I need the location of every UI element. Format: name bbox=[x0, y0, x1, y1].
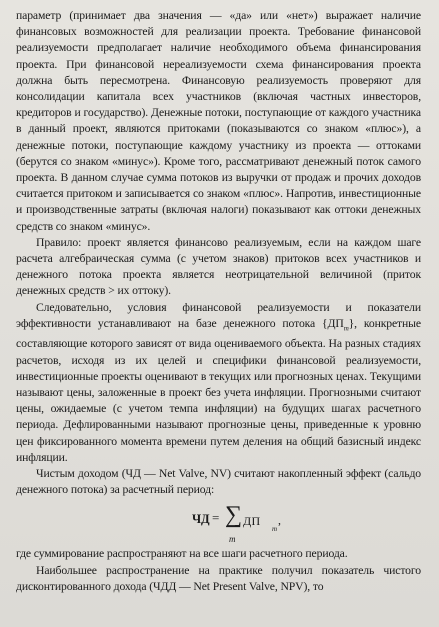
formula-equals: = bbox=[212, 510, 220, 526]
paragraph-conditions-text-b: }, конкретные составляющие которого зависят от вида оцениваемого объекта. На разных стадиях расчетов, исходя из их целей и специфики финансовой реализуемости, инвестиционные проекты оценивают в текущих или прогнозных ценах. Текущими называют цены, заложенные в проект без учета инфляции. Прогнозными считают цены, ожидаемые (с учетом темпа инфляции) на будущих шагах расчетного периода. Дефлированными называют прогнозные цены, приведенные к уровню цен фиксированного момента времени путем деления на общий базисный индекс инфляции. bbox=[16, 316, 421, 464]
paragraph-rule: Правило: проект является финансово реализуемым, если на каждом шаге расчета алгебраическая сумма (с учетом знаков) притоков всех участников и денежного потока проекта является неотрицательной величиной (приток денежных средств > их оттоку). bbox=[16, 235, 421, 298]
paragraph-npv: Наибольшее распространение на практике получил показатель чистого дисконтированного дохода (ЧДД — Net Present Valve, NPV), то bbox=[16, 563, 421, 593]
formula-sum-symbol: ∑ bbox=[225, 502, 242, 529]
net-income-formula bbox=[16, 499, 421, 545]
cash-flow-subscript: m bbox=[343, 324, 349, 333]
formula-sum-index: m bbox=[229, 534, 236, 545]
paragraph-conditions-text-a: Следовательно, условия финансовой реализуемости и показатели эффективности устанавливают на базе денежного потока {ДП bbox=[16, 300, 421, 330]
paragraph-net-income: Чистым доходом (ЧД — Net Valve, NV) считают накопленный эффект (сальдо денежного потока) за расчетный период: bbox=[16, 467, 421, 497]
formula-term-subscript: m bbox=[272, 525, 277, 534]
formula-term: ДП bbox=[243, 514, 261, 529]
paragraph-conditions bbox=[16, 300, 421, 466]
formula-comma: , bbox=[278, 513, 281, 528]
formula-lhs: ЧД bbox=[192, 512, 210, 527]
paragraph-financial-feasibility: параметр (принимает два значения — «да» или «нет») выражает наличие финансовых возможностей для реализации проекта. Требование финансовой реализуемости предполагает наличие необходимого объема финансирования проекта. При финансовой нереализуемости схема финансирования проекта должна быть пересмотрена. Финансовую реализуемость проверяют для консолидации капитала всех участников (включая частных инвесторов, кредиторов и государство). Денежные потоки, поступающие от каждого участника в данный проект, являются притоками (показываются со знаком «плюс»), а денежные потоки, поступающие каждому участнику из проекта — оттоками (берутся со знаком «минус»). Кроме того, рассматривают денежный поток самого проекта. В данном случае сумма потоков из выручки от продаж и прочих доходов считается притоком и записывается со знаком «плюс». Напротив, инвестиционные и производственные затраты (включая налоги) показывают как оттоки денежных средств со знаком «минус». bbox=[16, 9, 421, 233]
paragraph-summation-note: где суммирование распространяют на все шаги расчетного периода. bbox=[16, 547, 348, 561]
